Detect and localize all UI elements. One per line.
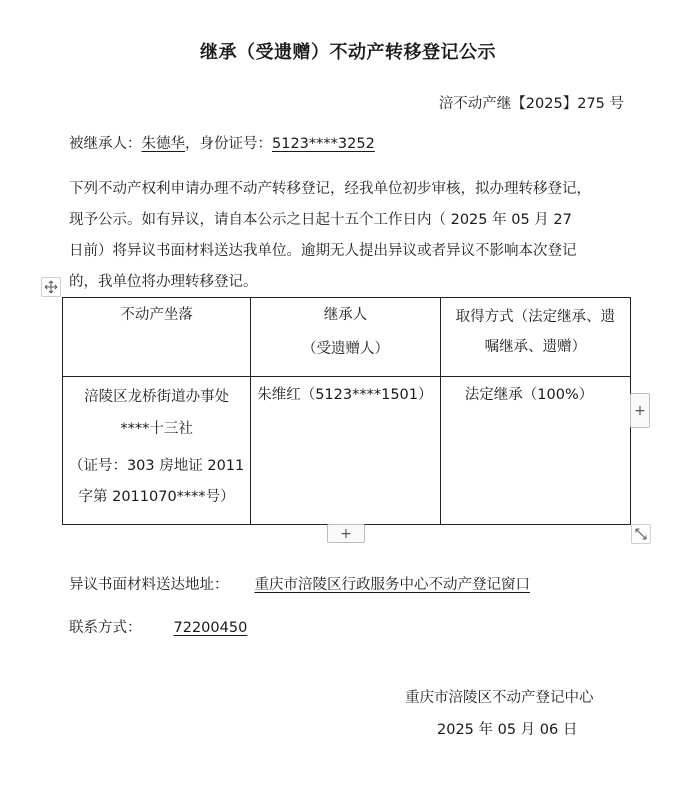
add-row-button[interactable] bbox=[327, 524, 365, 543]
move-icon[interactable] bbox=[41, 277, 61, 297]
contact-label: 联系方式： bbox=[69, 620, 142, 636]
add-column-button[interactable] bbox=[630, 393, 650, 428]
deceased-line bbox=[69, 132, 375, 153]
cell-method[interactable]: 法定继承（100%） bbox=[440, 377, 630, 525]
plus-icon: + bbox=[340, 525, 352, 542]
deceased-label: 被继承人： bbox=[69, 136, 142, 152]
header-method[interactable]: 取得方式（法定继承、遗 嘱继承、遗赠） bbox=[440, 298, 630, 377]
objection-address bbox=[69, 573, 530, 594]
deceased-id-label: ，身份证号： bbox=[185, 136, 272, 152]
issue-date: 2025 年 05 月 06 日 bbox=[437, 722, 578, 738]
notice-line: 现予公示。如有异议，请自本公示之日起十五个工作日内（ 2025 年 05 月 27 bbox=[69, 212, 572, 228]
cell-location[interactable]: 涪陵区龙桥街道办事处 ****十三社 （证号：303 房地证 2011 字第 2011070****号） bbox=[63, 377, 251, 525]
deceased-id: 5123****3252 bbox=[272, 136, 375, 152]
table-header-row bbox=[63, 298, 631, 377]
document-number: 涪不动产继【2025】275 号 bbox=[438, 96, 624, 112]
header-heir[interactable]: 继承人 （受遗赠人） bbox=[251, 298, 441, 377]
plus-icon: + bbox=[634, 402, 646, 419]
contact-info bbox=[69, 616, 247, 637]
notice-body bbox=[69, 174, 629, 298]
property-table bbox=[62, 297, 631, 525]
header-location[interactable]: 不动产坐落 bbox=[63, 298, 251, 377]
table-row bbox=[63, 377, 631, 525]
move-arrows-icon bbox=[44, 280, 58, 294]
notice-line: 的，我单位将办理转移登记。 bbox=[69, 274, 258, 290]
issuer-name: 重庆市涪陵区不动产登记中心 bbox=[405, 690, 594, 706]
notice-line: 下列不动产权利申请办理不动产转移登记，经我单位初步审核，拟办理转移登记， bbox=[69, 181, 591, 197]
notice-line: 日前）将异议书面材料送达我单位。逾期无人提出异议或者异议不影响本次登记 bbox=[69, 243, 577, 259]
resize-arrows-icon bbox=[635, 528, 647, 540]
cell-heir[interactable]: 朱维红（5123****1501） bbox=[251, 377, 441, 525]
objection-address-label: 异议书面材料送达地址： bbox=[69, 577, 229, 593]
objection-address-value: 重庆市涪陵区行政服务中心不动产登记窗口 bbox=[254, 577, 530, 593]
deceased-name: 朱德华 bbox=[141, 136, 185, 152]
contact-value: 72200450 bbox=[173, 620, 248, 636]
page-title: 继承（受遗赠）不动产转移登记公示 bbox=[200, 42, 496, 63]
resize-icon[interactable] bbox=[631, 524, 651, 544]
